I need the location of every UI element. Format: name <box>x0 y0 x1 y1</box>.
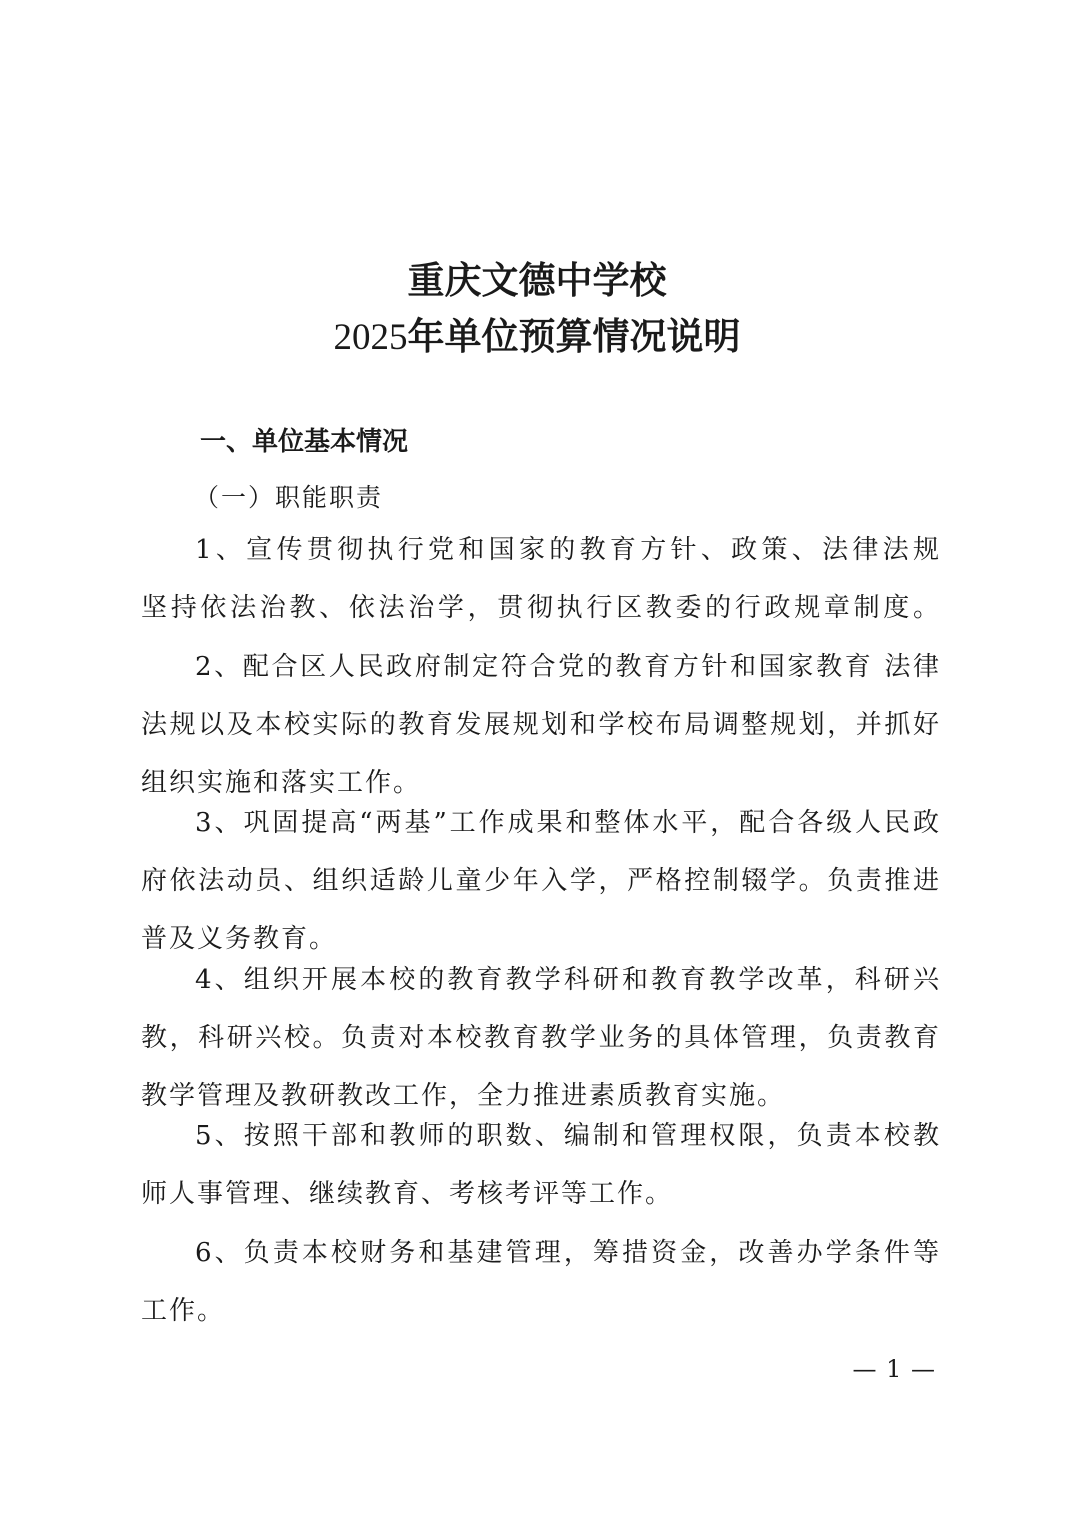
paragraph-line: 3、巩固提高“两基”工作成果和整体水平，配合各级人民政 <box>195 808 941 838</box>
section-heading: 一、单位基本情况 <box>200 427 409 457</box>
document-title: 重庆文德中学校 <box>407 259 667 302</box>
paragraph-line: 法规以及本校实际的教育发展规划和学校布局调整规划，并抓好 <box>141 710 941 740</box>
paragraph-line: 教，科研兴校。负责对本校教育教学业务的具体管理，负责教育 <box>141 1023 941 1053</box>
section-subheading: （一）职能职责 <box>194 483 384 512</box>
subtitle-year: 2025 <box>333 317 408 358</box>
paragraph-line: 6、负责本校财务和基建管理，筹措资金，改善办学条件等 <box>195 1238 941 1268</box>
paragraph-line: 2、配合区人民政府制定符合党的教育方针和国家教育 法律 <box>195 652 941 682</box>
paragraph-6 <box>141 1224 941 1340</box>
paragraph-3 <box>141 794 941 968</box>
paragraph-5 <box>141 1107 941 1223</box>
subtitle-text: 年单位预算情况说明 <box>407 315 741 358</box>
paragraph-line: 师人事管理、继续教育、考核考评等工作。 <box>141 1179 674 1209</box>
page-number: — 1 — <box>852 1355 936 1383</box>
document-subtitle <box>0 306 1074 360</box>
paragraph-2 <box>141 638 941 812</box>
paragraph-line: 坚持依法治教、依法治学，贯彻执行区教委的行政规章制度。 <box>141 593 941 623</box>
paragraph-4 <box>141 951 941 1125</box>
paragraph-line: 普及义务教育。 <box>141 924 338 954</box>
paragraph-line: 府依法动员、组织适龄儿童少年入学，严格控制辍学。负责推进 <box>141 866 941 896</box>
paragraph-line: 教学管理及教研教改工作，全力推进素质教育实施。 <box>141 1081 786 1111</box>
paragraph-line: 工作。 <box>141 1296 226 1326</box>
paragraph-line: 1、宣传贯彻执行党和国家的教育方针、政策、法律法规 <box>195 535 941 565</box>
paragraph-line: 5、按照干部和教师的职数、编制和管理权限，负责本校教 <box>195 1121 941 1151</box>
paragraph-1 <box>141 521 941 637</box>
paragraph-line: 组织实施和落实工作。 <box>141 768 422 798</box>
paragraph-line: 4、组织开展本校的教育教学科研和教育教学改革，科研兴 <box>195 965 941 995</box>
